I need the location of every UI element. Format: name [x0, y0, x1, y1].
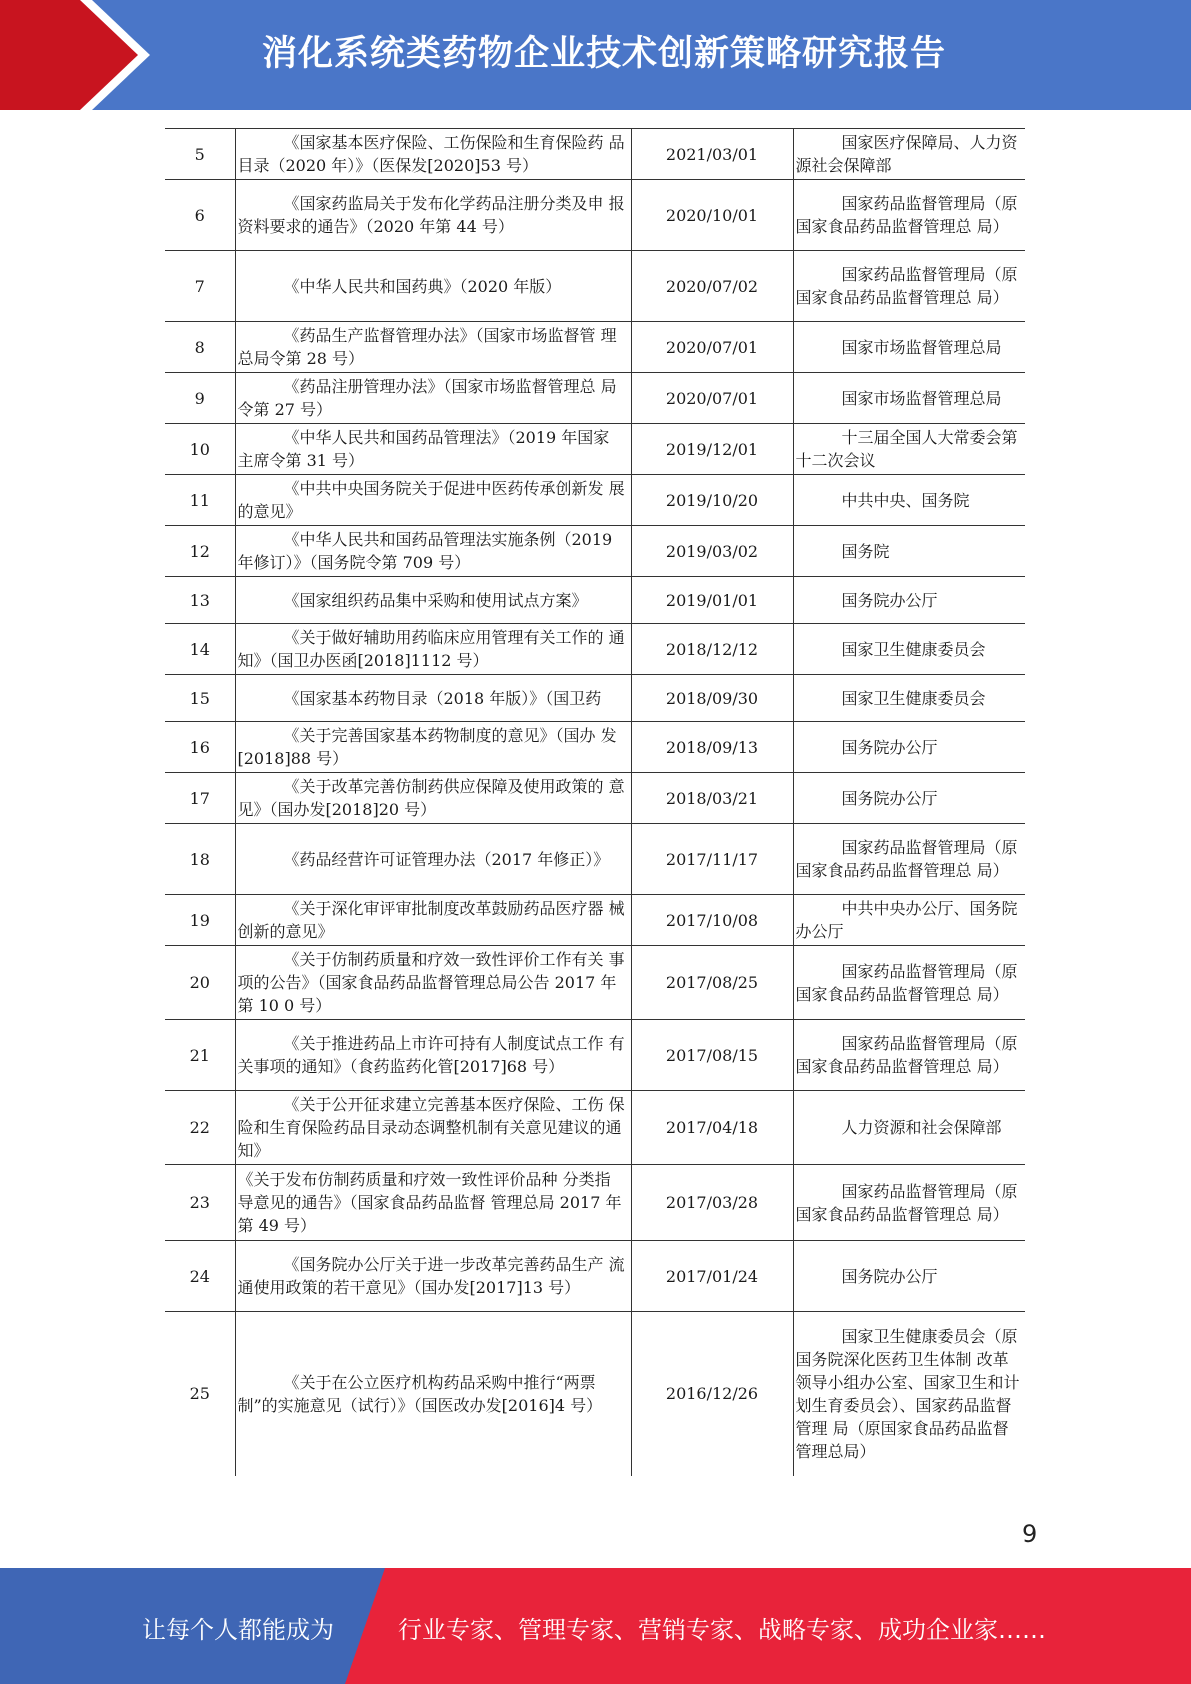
table-row	[165, 373, 1025, 424]
regulation-name: 《药品生产监督管理办法》（国家市场监督管 理总局令第 28 号）	[237, 326, 617, 368]
regulation-name-cell	[235, 895, 631, 946]
table-row	[165, 180, 1025, 251]
table-row	[165, 1165, 1025, 1241]
effective-date: 2018/09/30	[631, 675, 793, 722]
table-row	[165, 475, 1025, 526]
issuing-authority: 国家医疗保障局、人力资 源社会保障部	[795, 133, 1018, 175]
row-number: 13	[165, 577, 235, 624]
effective-date: 2020/07/01	[631, 373, 793, 424]
issuing-authority-cell	[793, 824, 1025, 895]
regulation-name-cell	[235, 475, 631, 526]
issuing-authority-cell	[793, 1091, 1025, 1165]
regulation-name-cell	[235, 722, 631, 773]
issuing-authority-cell	[793, 475, 1025, 526]
regulation-name-cell	[235, 1312, 631, 1476]
issuing-authority-cell	[793, 129, 1025, 180]
regulation-name: 《国务院办公厅关于进一步改革完善药品生产 流通使用政策的若干意见》（国办发[2017]13 号）	[237, 1255, 625, 1297]
issuing-authority-cell	[793, 722, 1025, 773]
issuing-authority-cell	[793, 1312, 1025, 1476]
effective-date: 2017/10/08	[631, 895, 793, 946]
table-row	[165, 1312, 1025, 1476]
effective-date: 2017/08/15	[631, 1020, 793, 1091]
table-row	[165, 1091, 1025, 1165]
issuing-authority: 国家卫生健康委员会	[841, 688, 986, 708]
table-row	[165, 824, 1025, 895]
row-number: 14	[165, 624, 235, 675]
issuing-authority: 国家药品监督管理局（原 国家食品药品监督管理总 局）	[795, 194, 1018, 236]
issuing-authority: 国务院办公厅	[841, 788, 938, 808]
row-number: 19	[165, 895, 235, 946]
regulation-name-cell	[235, 1091, 631, 1165]
table-row	[165, 129, 1025, 180]
issuing-authority-cell	[793, 675, 1025, 722]
issuing-authority: 国务院办公厅	[841, 737, 938, 757]
effective-date: 2017/08/25	[631, 946, 793, 1020]
regulation-name-cell	[235, 824, 631, 895]
issuing-authority-cell	[793, 322, 1025, 373]
row-number: 17	[165, 773, 235, 824]
regulation-name-cell	[235, 251, 631, 322]
row-number: 22	[165, 1091, 235, 1165]
table-row	[165, 675, 1025, 722]
row-number: 15	[165, 675, 235, 722]
regulation-name: 《国家药监局关于发布化学药品注册分类及申 报资料要求的通告》（2020 年第 44 号）	[237, 194, 625, 236]
regulation-name: 《关于在公立医疗机构药品采购中推行“两票 制”的实施意见（试行）》（国医改办发[2016]4 号）	[237, 1372, 603, 1415]
issuing-authority-cell	[793, 1165, 1025, 1241]
effective-date: 2018/09/13	[631, 722, 793, 773]
row-number: 7	[165, 251, 235, 322]
regulation-name: 《中华人民共和国药品管理法实施条例（2019 年修订）》（国务院令第 709 号）	[237, 530, 613, 572]
page-number: 9	[1022, 1520, 1038, 1548]
regulation-name-cell	[235, 424, 631, 475]
effective-date: 2017/11/17	[631, 824, 793, 895]
issuing-authority: 国家药品监督管理局（原 国家食品药品监督管理总 局）	[795, 961, 1018, 1004]
row-number: 21	[165, 1020, 235, 1091]
regulation-name-cell	[235, 577, 631, 624]
issuing-authority-cell	[793, 624, 1025, 675]
footer-slogan-right: 行业专家、管理专家、营销专家、战略专家、成功企业家……	[398, 1616, 1046, 1644]
issuing-authority: 国家药品监督管理局（原 国家食品药品监督管理总 局）	[795, 265, 1018, 307]
issuing-authority: 国家卫生健康委员会（原 国务院深化医药卫生体制 改革领导小组办公室、国家卫生和计划生育委员会）、国家药品监督管理 局（原国家食品药品监督 管理总局）	[795, 1326, 1020, 1461]
row-number: 8	[165, 322, 235, 373]
issuing-authority-cell	[793, 180, 1025, 251]
row-number: 25	[165, 1312, 235, 1476]
row-number: 23	[165, 1165, 235, 1241]
table-row	[165, 624, 1025, 675]
regulation-name-cell	[235, 129, 631, 180]
regulation-name: 《药品经营许可证管理办法（2017 年修正）》	[283, 849, 610, 869]
regulation-name-cell	[235, 1241, 631, 1312]
issuing-authority: 国家市场监督管理总局	[841, 337, 1002, 357]
regulation-name-cell	[235, 675, 631, 722]
issuing-authority: 中共中央、国务院	[841, 490, 970, 510]
effective-date: 2019/10/20	[631, 475, 793, 526]
effective-date: 2018/03/21	[631, 773, 793, 824]
issuing-authority: 国家市场监督管理总局	[841, 388, 1002, 408]
table-row	[165, 526, 1025, 577]
regulation-name-cell	[235, 1020, 631, 1091]
table-row	[165, 251, 1025, 322]
regulation-name: 《关于做好辅助用药临床应用管理有关工作的 通知》（国卫办医函[2018]1112 号）	[237, 628, 625, 670]
effective-date: 2019/01/01	[631, 577, 793, 624]
row-number: 12	[165, 526, 235, 577]
issuing-authority-cell	[793, 1241, 1025, 1312]
regulation-name-cell	[235, 946, 631, 1020]
regulation-name: 《关于完善国家基本药物制度的意见》（国办 发[2018]88 号）	[237, 726, 617, 768]
row-number: 18	[165, 824, 235, 895]
effective-date: 2017/03/28	[631, 1165, 793, 1241]
regulation-name: 《中共中央国务院关于促进中医药传承创新发 展的意见》	[237, 479, 625, 521]
regulation-name-cell	[235, 624, 631, 675]
regulation-name-cell	[235, 773, 631, 824]
regulation-name: 《关于深化审评审批制度改革鼓励药品医疗器 械创新的意见》	[237, 899, 625, 941]
effective-date: 2021/03/01	[631, 129, 793, 180]
issuing-authority: 国家卫生健康委员会	[841, 639, 986, 659]
issuing-authority: 国家药品监督管理局（原 国家食品药品监督管理总 局）	[795, 838, 1018, 880]
row-number: 9	[165, 373, 235, 424]
regulation-name: 《关于改革完善仿制药供应保障及使用政策的 意见》（国办发[2018]20 号）	[237, 777, 625, 819]
effective-date: 2019/12/01	[631, 424, 793, 475]
issuing-authority-cell	[793, 773, 1025, 824]
issuing-authority: 国务院办公厅	[841, 590, 938, 610]
regulation-name-cell	[235, 526, 631, 577]
issuing-authority-cell	[793, 526, 1025, 577]
issuing-authority: 国务院	[841, 541, 890, 561]
regulation-name: 《关于发布仿制药质量和疗效一致性评价品种 分类指导意见的通告》（国家食品药品监督 管理总局 2017 年第 49 号）	[237, 1170, 622, 1235]
table-row	[165, 322, 1025, 373]
effective-date: 2016/12/26	[631, 1312, 793, 1476]
table-row	[165, 722, 1025, 773]
page-header	[0, 0, 1191, 110]
regulation-name-cell	[235, 1165, 631, 1241]
footer-slogan-left: 让每个人都能成为	[142, 1616, 334, 1644]
table-row	[165, 424, 1025, 475]
regulation-name: 《中华人民共和国药典》（2020 年版）	[283, 276, 562, 296]
issuing-authority-cell	[793, 946, 1025, 1020]
row-number: 6	[165, 180, 235, 251]
table-row	[165, 773, 1025, 824]
regulation-name: 《国家基本药物目录（2018 年版）》（国卫药	[283, 688, 602, 708]
issuing-authority-cell	[793, 1020, 1025, 1091]
row-number: 16	[165, 722, 235, 773]
table-row	[165, 895, 1025, 946]
effective-date: 2020/07/02	[631, 251, 793, 322]
effective-date: 2017/01/24	[631, 1241, 793, 1312]
issuing-authority: 十三届全国人大常委会第 十二次会议	[795, 428, 1018, 470]
table-row	[165, 1241, 1025, 1312]
table-row	[165, 577, 1025, 624]
regulation-table	[165, 128, 1025, 1476]
regulation-name: 《关于公开征求建立完善基本医疗保险、工伤 保险和生育保险药品目录动态调整机制有关意见建议的通知》	[237, 1095, 625, 1160]
regulation-name-cell	[235, 180, 631, 251]
row-number: 10	[165, 424, 235, 475]
effective-date: 2020/10/01	[631, 180, 793, 251]
issuing-authority-cell	[793, 895, 1025, 946]
row-number: 5	[165, 129, 235, 180]
regulation-name: 《关于推进药品上市许可持有人制度试点工作 有关事项的通知》（食药监药化管[2017]68 号）	[237, 1034, 625, 1076]
regulation-name: 《关于仿制药质量和疗效一致性评价工作有关 事项的公告》（国家食品药品监督管理总局公告 2017 年第 10 0 号）	[237, 950, 625, 1015]
regulation-name: 《中华人民共和国药品管理法》（2019 年国家 主席令第 31 号）	[237, 428, 610, 470]
regulation-name-cell	[235, 373, 631, 424]
effective-date: 2018/12/12	[631, 624, 793, 675]
page-footer	[0, 1568, 1191, 1684]
issuing-authority-cell	[793, 251, 1025, 322]
row-number: 11	[165, 475, 235, 526]
table-row	[165, 1020, 1025, 1091]
regulation-name: 《药品注册管理办法》（国家市场监督管理总 局令第 27 号）	[237, 377, 617, 419]
issuing-authority: 中共中央办公厅、国务院 办公厅	[795, 899, 1018, 941]
report-title: 消化系统类药物企业技术创新策略研究报告	[262, 34, 947, 74]
row-number: 24	[165, 1241, 235, 1312]
issuing-authority-cell	[793, 424, 1025, 475]
regulation-name-cell	[235, 322, 631, 373]
issuing-authority: 人力资源和社会保障部	[841, 1118, 1002, 1137]
effective-date: 2017/04/18	[631, 1091, 793, 1165]
issuing-authority: 国家药品监督管理局（原 国家食品药品监督管理总 局）	[795, 1181, 1018, 1224]
row-number: 20	[165, 946, 235, 1020]
regulation-name: 《国家基本医疗保险、工伤保险和生育保险药 品目录（2020 年）》（医保发[2020]53 号）	[237, 133, 625, 175]
effective-date: 2019/03/02	[631, 526, 793, 577]
issuing-authority: 国务院办公厅	[841, 1266, 938, 1286]
issuing-authority-cell	[793, 373, 1025, 424]
issuing-authority: 国家药品监督管理局（原 国家食品药品监督管理总 局）	[795, 1034, 1018, 1076]
effective-date: 2020/07/01	[631, 322, 793, 373]
table-row	[165, 946, 1025, 1020]
issuing-authority-cell	[793, 577, 1025, 624]
regulation-name: 《国家组织药品集中采购和使用试点方案》	[283, 590, 588, 610]
